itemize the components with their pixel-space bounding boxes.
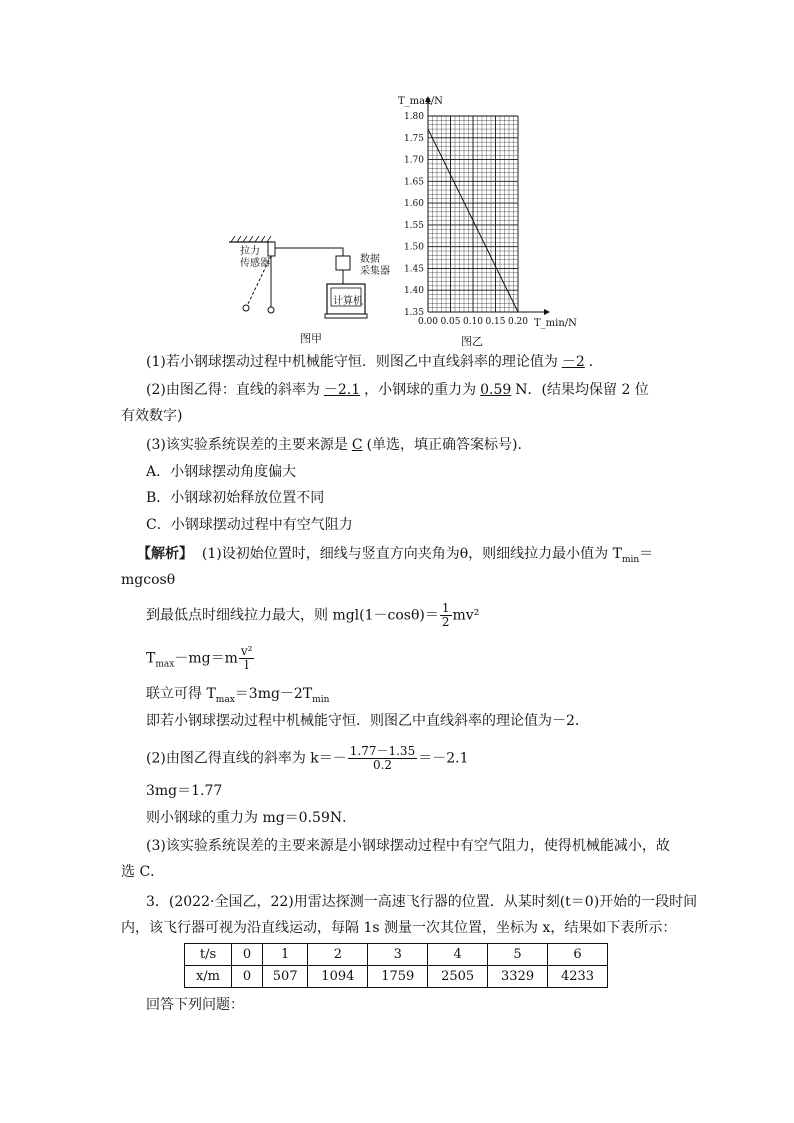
position-table — [184, 943, 608, 988]
q2-answer-weight: 0.59 — [480, 382, 512, 398]
solution-line-8: 则小钢球的重力为 mg＝0.59N． — [146, 810, 357, 826]
q2-answer-slope: －2.1 — [323, 382, 361, 398]
table-cell: 1759 — [368, 966, 428, 988]
table-cell: 0 — [232, 944, 263, 966]
solution-line-5: 即若小钢球摆动过程中机械能守恒．则图乙中直线斜率的理论值为－2． — [146, 713, 589, 729]
x-axis-label: T_min/N — [534, 318, 577, 329]
table-cell: 2505 — [428, 966, 488, 988]
solution-line-2: 到最低点时细线拉力最大，则 mgl(1－cosθ)＝ $\frac{1}{2}$ mv² — [146, 601, 480, 629]
y-tick-label: 1.35 — [403, 308, 424, 318]
table-row — [185, 966, 608, 988]
table-cell: 1094 — [308, 966, 368, 988]
table-cell: 3329 — [488, 966, 548, 988]
question-2: (2)由图乙得：直线的斜率为 －2.1 ，小钢球的重力为 0.59 N．(结果均保留 2 位 — [146, 382, 649, 398]
table-cell: 3 — [368, 944, 428, 966]
table-cell: x/m — [185, 966, 232, 988]
table-cell: 4233 — [548, 966, 608, 988]
sensor-label: 拉力 传感器 — [240, 246, 270, 269]
option-a: A．小钢球摆动角度偏大 — [146, 464, 297, 480]
y-tick-label: 1.60 — [403, 199, 424, 210]
problem-3-line-2: 内，该飞行器可视为沿直线运动，每隔 1s 测量一次其位置，坐标为 x，结果如下表所示： — [121, 920, 677, 936]
y-tick-label: 1.75 — [403, 133, 424, 144]
table-cell: 507 — [263, 966, 308, 988]
solution-tag: 【解析】 — [137, 546, 193, 562]
option-b: B．小钢球初始释放位置不同 — [146, 490, 325, 506]
x-tick-label: 0.05 — [440, 317, 461, 327]
computer-label: 计算机 — [333, 296, 363, 307]
tmax-tmin-graph — [392, 94, 572, 329]
solution-line-10: 选 C． — [121, 864, 165, 880]
question-3: (3)该实验系统误差的主要来源是 C (单选，填正确答案标号)． — [146, 437, 532, 453]
y-axis-label: T_max/N — [398, 96, 443, 107]
table-row — [185, 944, 608, 966]
y-tick-label: 1.65 — [403, 177, 424, 188]
y-tick-label: 1.50 — [403, 242, 424, 253]
problem-3-prompt: 回答下列问题： — [146, 997, 244, 1013]
q1-answer: －2 — [561, 354, 585, 370]
figure-b-caption: 图乙 — [461, 335, 483, 348]
solution-line-1b: mgcosθ — [121, 572, 176, 588]
option-c: C．小钢球摆动过程中有空气阻力 — [146, 517, 353, 533]
table-cell: 2 — [308, 944, 368, 966]
table-cell: 5 — [488, 944, 548, 966]
solution-line-7: 3mg＝1.77 — [146, 783, 223, 799]
table-cell: 6 — [548, 944, 608, 966]
y-tick-label: 1.80 — [403, 112, 424, 122]
problem-3-line-1: 3．(2022·全国乙，22)用雷达探测一高速飞行器的位置．从某时刻(t＝0)开始的一段时间 — [146, 894, 698, 910]
table-cell: 0 — [232, 966, 263, 988]
q3-answer: C — [351, 437, 363, 453]
y-tick-label: 1.70 — [403, 155, 424, 166]
table-cell: 4 — [428, 944, 488, 966]
table-cell: t/s — [185, 944, 232, 966]
y-tick-label: 1.55 — [403, 220, 424, 231]
collector-label: 数据 采集器 — [360, 254, 390, 277]
question-1: (1)若小钢球摆动过程中机械能守恒．则图乙中直线斜率的理论值为 －2 ． — [146, 354, 603, 370]
x-tick-label: 0.15 — [485, 317, 506, 327]
x-axis-arrow — [544, 309, 550, 315]
solution-line-6: (2)由图乙得直线的斜率为 k＝－ $\frac{1.77-1.35}{0.2}$ ＝－2.1 — [146, 744, 469, 772]
question-2-cont: 有效数字) — [121, 408, 183, 424]
table-cell: 1 — [263, 944, 308, 966]
y-tick-label: 1.40 — [403, 286, 424, 297]
y-tick-label: 1.45 — [403, 264, 424, 275]
solution-line-1: 【解析】 (1)设初始位置时，细线与竖直方向夹角为θ，则细线拉力最小值为 $T_{min}=$ — [137, 546, 654, 565]
solution-line-4: 联立可得 $T_{max}=3mg-2T_{min}$ — [146, 686, 330, 705]
x-tick-label: 0.20 — [507, 317, 529, 327]
figure-a-caption: 图甲 — [300, 332, 322, 345]
solution-line-3: $T_{max}-mg=m$ $\frac{\text{v²}}{l}$ — [146, 644, 253, 672]
x-tick-label: 0.00 — [417, 317, 439, 327]
x-tick-label: 0.10 — [462, 317, 484, 327]
solution-line-9: (3)该实验系统误差的主要来源是小钢球摆动过程中有空气阻力，使得机械能减小，故 — [146, 838, 670, 854]
